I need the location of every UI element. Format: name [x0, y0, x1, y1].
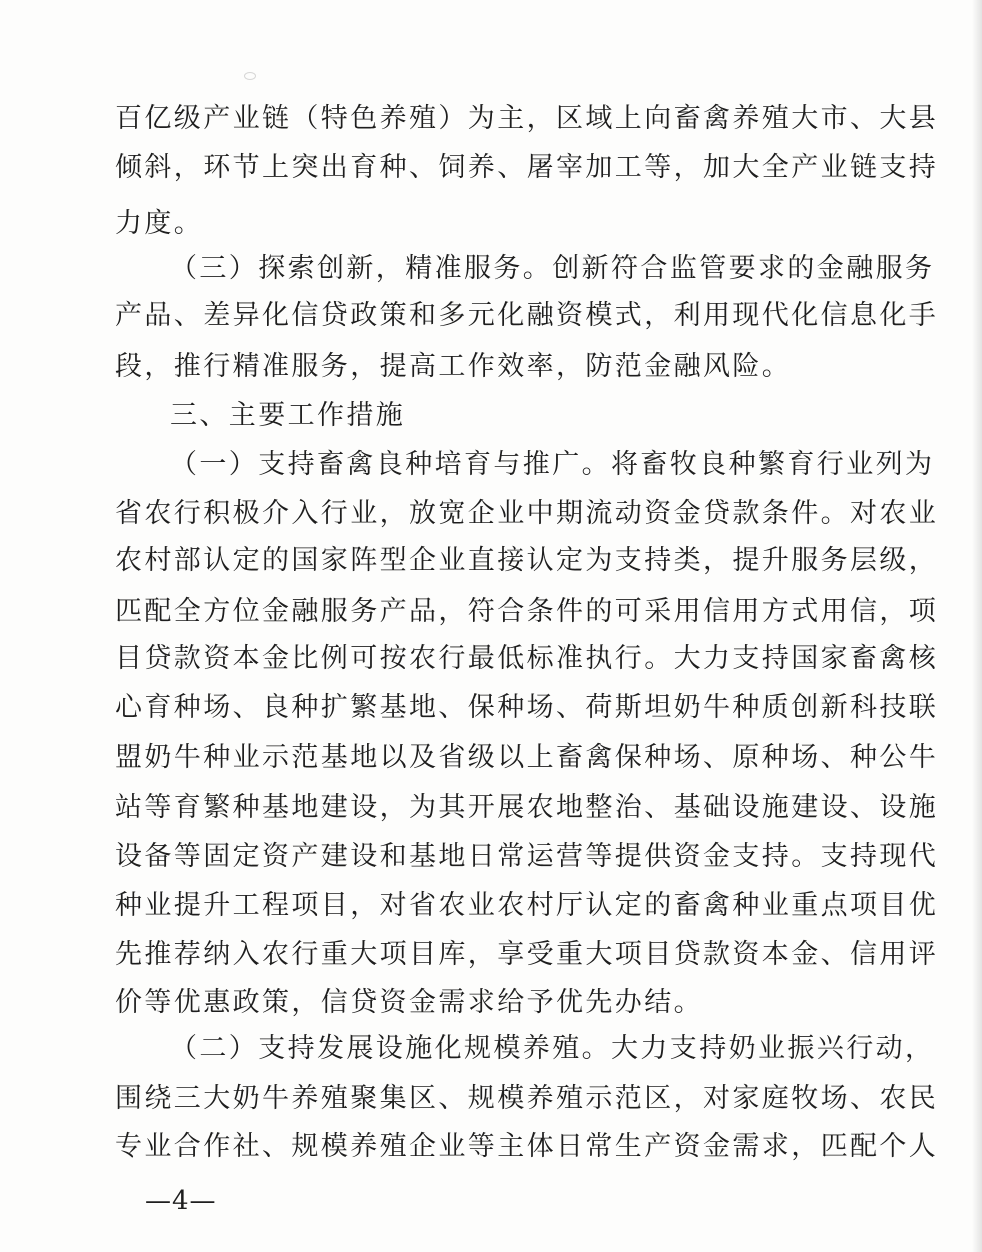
text-line-2: 倾斜，环节上突出育种、饲养、屠宰加工等，加大全产业链支持 — [115, 152, 939, 183]
text-line-13: 心育种场、良种扩繁基地、保种场、荷斯坦奶牛种质创新科技联 — [115, 692, 939, 723]
text-line-22: 专业合作社、规模养殖企业等主体日常生产资金需求，匹配个人 — [115, 1131, 939, 1162]
text-line-1: 百亿级产业链（特色养殖）为主，区域上向畜禽养殖大市、大县 — [115, 103, 939, 134]
scan-speck — [244, 72, 256, 80]
text-line-14: 盟奶牛种业示范基地以及省级以上畜禽保种场、原种场、种公牛 — [115, 742, 939, 773]
text-line-15: 站等育繁种基地建设，为其开展农地整治、基础设施建设、设施 — [115, 792, 939, 823]
text-line-21: 围绕三大奶牛养殖聚集区、规模养殖示范区，对家庭牧场、农民 — [115, 1083, 939, 1114]
text-line-17: 种业提升工程项目，对省农业农村厅认定的畜禽种业重点项目优 — [115, 890, 939, 921]
subsection-1-heading-line: （一）支持畜禽良种培育与推广。将畜牧良种繁育行业列为 — [170, 449, 935, 480]
subsection-2-heading-line: （二）支持发展设施化规模养殖。大力支持奶业振兴行动， — [170, 1033, 935, 1064]
text-line-19: 价等优惠政策，信贷资金需求给予优先办结。 — [115, 987, 703, 1018]
page-number: —4— — [145, 1186, 217, 1216]
text-line-18: 先推荐纳入农行重大项目库，享受重大项目贷款资本金、信用评 — [115, 939, 939, 970]
page-edge-shadow — [972, 0, 982, 1252]
section-3-heading-line: （三）探索创新，精准服务。创新符合监管要求的金融服务 — [170, 253, 935, 284]
text-line-16: 设备等固定资产建设和基地日常运营等提供资金支持。支持现代 — [115, 841, 939, 872]
text-line-12: 目贷款资本金比例可按农行最低标准执行。大力支持国家畜禽核 — [115, 643, 939, 674]
text-line-3: 力度。 — [115, 208, 204, 239]
text-line-11: 匹配全方位金融服务产品，符合条件的可采用信用方式用信，项 — [115, 596, 939, 627]
text-line-10: 农村部认定的国家阵型企业直接认定为支持类，提升服务层级， — [115, 545, 939, 576]
text-line-9: 省农行积极介入行业，放宽企业中期流动资金贷款条件。对农业 — [115, 498, 939, 529]
text-line-6: 段，推行精准服务，提高工作效率，防范金融风险。 — [115, 351, 792, 382]
text-line-5: 产品、差异化信贷政策和多元化融资模式，利用现代化信息化手 — [115, 300, 939, 331]
section-heading-main-measures: 三、主要工作措施 — [170, 400, 406, 431]
